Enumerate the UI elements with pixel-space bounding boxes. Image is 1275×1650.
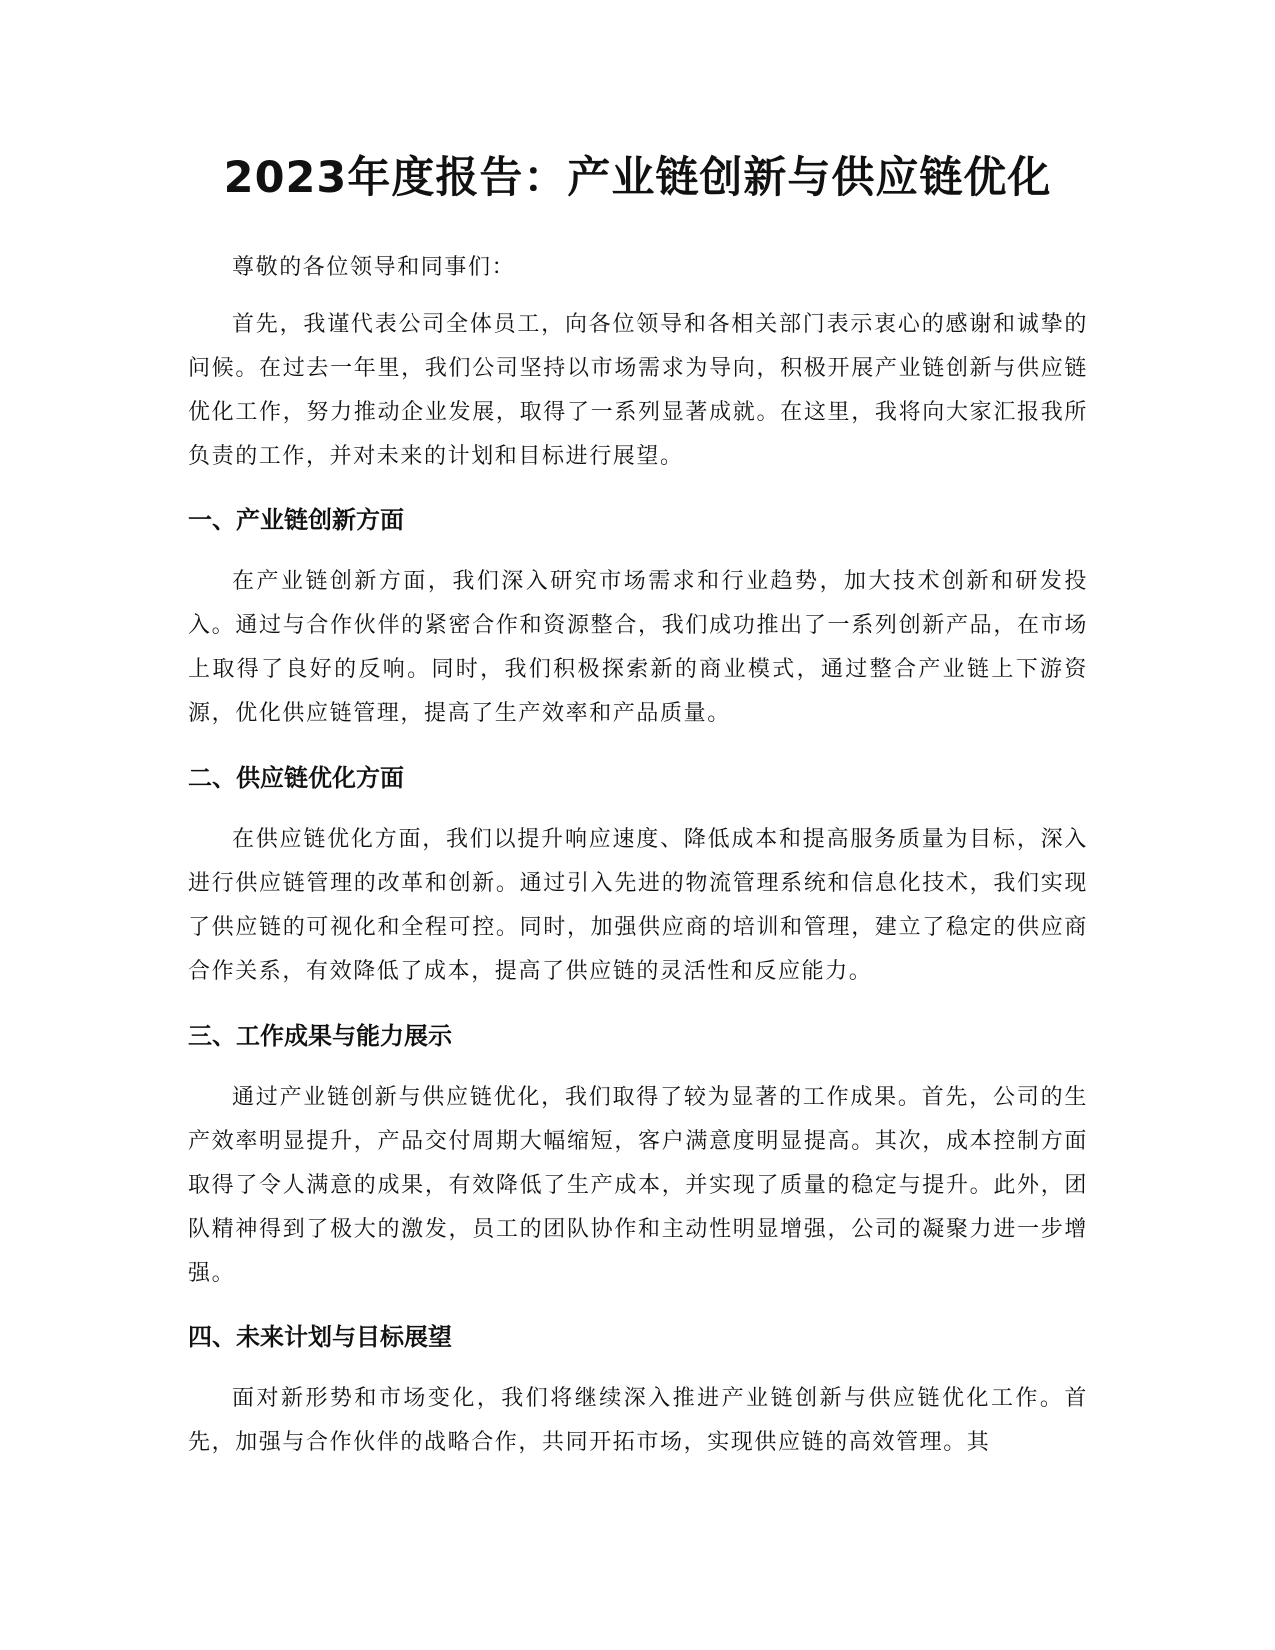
- document-title: 2023年度报告：产业链创新与供应链优化: [223, 153, 1052, 203]
- section-heading-work-results: 三、工作成果与能力展示: [188, 1022, 452, 1050]
- section-body-industry-chain-innovation: 在产业链创新方面，我们深入研究市场需求和行业趋势，加大技术创新和研发投入。通过与合作伙伴的紧密合作和资源整合，我们成功推出了一系列创新产品，在市场上取得了良好的反响。同时，我们积极探索新的商业模式，通过整合产业链上下游资源，优化供应链管理，提高了生产效率和产品质量。: [188, 569, 1088, 726]
- section-heading-supply-chain-optimization: 二、供应链优化方面: [188, 764, 404, 792]
- section-heading-industry-chain-innovation: 一、产业链创新方面: [188, 506, 404, 534]
- section-body-supply-chain-optimization: 在供应链优化方面，我们以提升响应速度、降低成本和提高服务质量为目标，深入进行供应链管理的改革和创新。通过引入先进的物流管理系统和信息化技术，我们实现了供应链的可视化和全程可控。同时，加强供应商的培训和管理，建立了稳定的供应商合作关系，有效降低了成本，提高了供应链的灵活性和反应能力。: [188, 827, 1088, 984]
- section-body-work-results: 通过产业链创新与供应链优化，我们取得了较为显著的工作成果。首先，公司的生产效率明显提升，产品交付周期大幅缩短，客户满意度明显提高。其次，成本控制方面取得了令人满意的成果，有效降低了生产成本，并实现了质量的稳定与提升。此外，团队精神得到了极大的激发，员工的团队协作和主动性明显增强，公司的凝聚力进一步增强。: [188, 1085, 1088, 1286]
- section-heading-future-plans: 四、未来计划与目标展望: [188, 1323, 452, 1351]
- greeting-paragraph: 尊敬的各位领导和同事们：: [232, 255, 516, 280]
- intro-paragraph: 首先，我谨代表公司全体员工，向各位领导和各相关部门表示衷心的感谢和诚挚的问候。在过去一年里，我们公司坚持以市场需求为导向，积极开展产业链创新与供应链优化工作，努力推动企业发展，取得了一系列显著成就。在这里，我将向大家汇报我所负责的工作，并对未来的计划和目标进行展望。: [188, 312, 1088, 469]
- section-body-future-plans: 面对新形势和市场变化，我们将继续深入推进产业链创新与供应链优化工作。首先，加强与合作伙伴的战略合作，共同开拓市场，实现供应链的高效管理。其: [188, 1386, 1088, 1455]
